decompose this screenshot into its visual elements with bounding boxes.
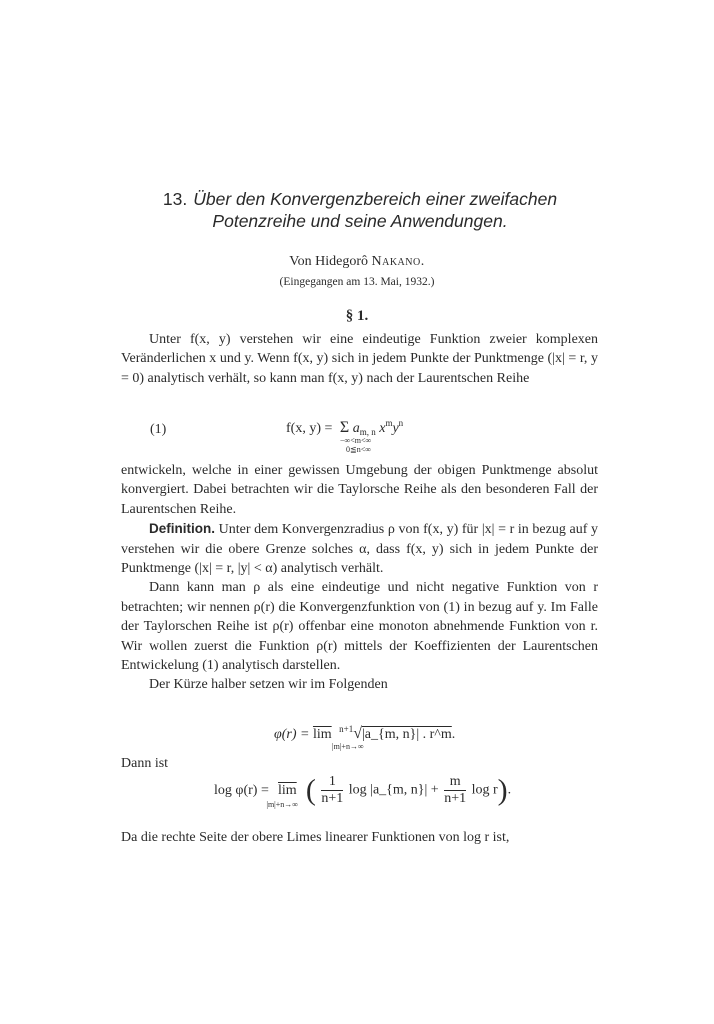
paper-number: 13. — [162, 189, 188, 209]
eq3-lim: $\overline{lim}$ — [278, 782, 297, 798]
paragraph-5-text: Der Kürze halber setzen wir im Folgenden — [149, 677, 388, 693]
eq1-cond-1: −∞<m<∞ — [340, 436, 372, 445]
eq1-lhs: f(x, y) = — [286, 421, 333, 436]
paper-title — [110, 188, 610, 232]
paragraph-6-text: Dann ist — [121, 756, 169, 771]
eq1-term: a — [352, 421, 360, 436]
eq3-frac1-num: 1 — [321, 774, 343, 791]
eq2-end: . — [451, 727, 456, 742]
eq3-frac1-den: n+1 — [321, 791, 344, 806]
eq3-frac2-den: n+1 — [444, 791, 467, 806]
author-prefix: Von Hidegorô — [289, 254, 368, 269]
equation-1-label: (1) — [150, 422, 167, 437]
paragraph-7-text: Da die rechte Seite der obere Limes linearer Funktionen von log r ist, — [121, 830, 510, 845]
author-surname: Nakano. — [371, 254, 425, 269]
section-heading: § 1. — [345, 308, 369, 324]
paragraph-6 — [121, 754, 598, 773]
eq1-term-sub: m, n — [359, 427, 376, 437]
eq2-radicand: |a_{m, n}| . r^m — [362, 727, 452, 742]
paragraph-1 — [121, 330, 598, 388]
eq3-lim-under: |m|+n→∞ — [266, 799, 298, 809]
eq2-root-index: n+1 — [339, 724, 354, 734]
paragraph-2-text: entwickeln, welche in einer gewissen Umgebung der obigen Punktmenge absolut konvergiert. Dabei betrachten wir die Taylorsche Reihe als den besonderen Fall der Laurentschen Reihe. — [121, 463, 598, 517]
paragraph-2 — [121, 461, 598, 695]
eq3-lhs: log φ(r) = — [214, 782, 269, 798]
paragraph-4-text: Dann kann man ρ als eine eindeutige und nicht negative Funktion von r betrachten; wir nennen ρ(r) die Konvergenzfunktion von (1) in bezug auf y. Im Falle der Taylorschen Reihe ist ρ(r) offenbar eine monoton abnehmende Funktion von r. Wir wollen zuerst die Funktion ρ(r) mittels der Koeffizienten der Laurentschen Entwickelung (1) analytisch darstellen. — [121, 580, 598, 674]
eq3-log2: log r — [471, 782, 498, 798]
eq1-x-sup: m — [385, 418, 393, 428]
equation-1 — [286, 418, 546, 454]
paragraph-7 — [121, 828, 598, 847]
eq2-lim: $\overline{lim}$ — [312, 727, 332, 742]
paragraph-1-text: Unter f(x, y) verstehen wir eine eindeutige Funktion zweier komplexen Veränderlichen x und y. Wenn f(x, y) sich in jedem Punkte der Punktmenge (|x| = r, y = 0) analytisch verhält, so kann man f(x, y) nach der Laurentschen Reihe — [121, 332, 598, 386]
eq3-end: . — [507, 782, 512, 798]
received-date: (Eingegangen am 13. Mai, 1932.) — [279, 276, 435, 288]
author-line — [0, 254, 714, 270]
eq1-sum: Σ — [339, 419, 350, 436]
equation-phi: $\varphi(r) = \overline{lim}$ $^{n+1}$√|a_{m, n}| . r^m. |m|+n→∞ — [274, 724, 456, 751]
paragraph-3-text: Unter dem Konvergenzradius ρ von f(x, y) für |x| = r in bezug auf y verstehen wir die obere Grenze solches α, dass f(x, y) sich in jedem Punkte der Punktmenge (|x| = r, |y| < α) analytisch verhält. — [121, 522, 599, 577]
equation-log-phi: $\log \varphi(r) = \overline{lim}$ |m|+n→∞ ( $\frac{1}{n+1}$ log |a_{m, n}| + $\frac{m}{n+1}$ log r). — [214, 773, 512, 809]
title-line-1: Über den Konvergenzbereich einer zweifachen — [193, 189, 558, 209]
title-line-2: Potenzreihe und seine Anwendungen. — [212, 211, 508, 231]
eq3-frac2-num: m — [444, 774, 466, 791]
definition-label: Definition. — [149, 521, 215, 537]
eq2-lhs: φ(r) = — [274, 727, 310, 742]
eq1-cond-2: 0≦n<∞ — [346, 445, 371, 454]
eq1-y: y — [392, 421, 399, 436]
eq2-lim-under: |m|+n→∞ — [332, 742, 364, 751]
eq1-y-sup: n — [398, 418, 404, 428]
eq1-x: x — [379, 421, 386, 436]
eq3-log1: log |a_{m, n}| + — [348, 782, 439, 798]
